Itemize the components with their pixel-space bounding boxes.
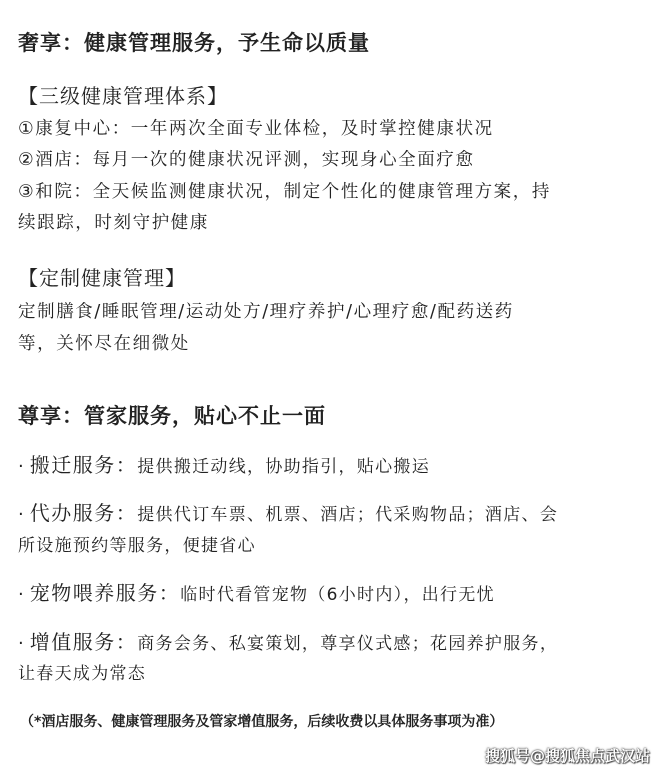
watermark: 搜狐号@搜狐焦点武汉站 xyxy=(484,747,650,765)
service-name: 增值服务： xyxy=(29,630,138,654)
bullet-dot: · xyxy=(18,456,24,477)
bullet-dot: · xyxy=(18,504,24,525)
custom-health-line-2: 等，关怀尽在细微处 xyxy=(18,334,190,354)
service-name: 搬迁服务： xyxy=(29,453,138,477)
custom-health-heading: 【定制健康管理】 xyxy=(18,266,186,290)
service-agent xyxy=(18,497,558,526)
service-pet xyxy=(18,577,495,606)
health-item-hotel: ②酒店：每月一次的健康状况评测，实现身心全面疗愈 xyxy=(18,150,475,170)
health-item-rehab: ①康复中心：一年两次全面专业体检，及时掌控健康状况 xyxy=(18,119,494,139)
service-value-added xyxy=(18,626,558,655)
service-name: 宠物喂养服务： xyxy=(29,581,181,605)
luxury-section-title: 奢享：健康管理服务，予生命以质量 xyxy=(18,31,370,55)
health-item-heyuan: ③和院：全天候监测健康状况，制定个性化的健康管理方案，持 xyxy=(18,182,551,202)
service-name: 代办服务： xyxy=(29,501,138,525)
service-agent-cont: 所设施预约等服务，便捷省心 xyxy=(18,536,256,556)
bullet-dot: · xyxy=(18,633,24,654)
health-system-heading: 【三级健康管理体系】 xyxy=(18,84,228,108)
footnote: （*酒店服务、健康管理服务及管家增值服务，后续收费以具体服务事项为准） xyxy=(20,714,504,730)
service-desc: 提供代订车票、机票、酒店；代采购物品；酒店、会 xyxy=(137,505,559,525)
custom-health-line-1: 定制膳食/睡眠管理/运动处方/理疗养护/心理疗愈/配药送药 xyxy=(18,302,514,322)
bullet-dot: · xyxy=(18,584,24,605)
service-moving xyxy=(18,449,430,478)
service-desc: 商务会务、私宴策划，尊享仪式感；花园养护服务， xyxy=(137,634,559,654)
service-desc: 临时代看管宠物（6小时内），出行无忧 xyxy=(180,585,495,605)
service-desc: 提供搬迁动线，协助指引，贴心搬运 xyxy=(137,457,431,477)
concierge-section-title: 尊享：管家服务，贴心不止一面 xyxy=(18,404,326,428)
health-item-heyuan-cont: 续跟踪，时刻守护健康 xyxy=(18,213,209,233)
service-value-added-cont: 让春天成为常态 xyxy=(18,664,147,684)
